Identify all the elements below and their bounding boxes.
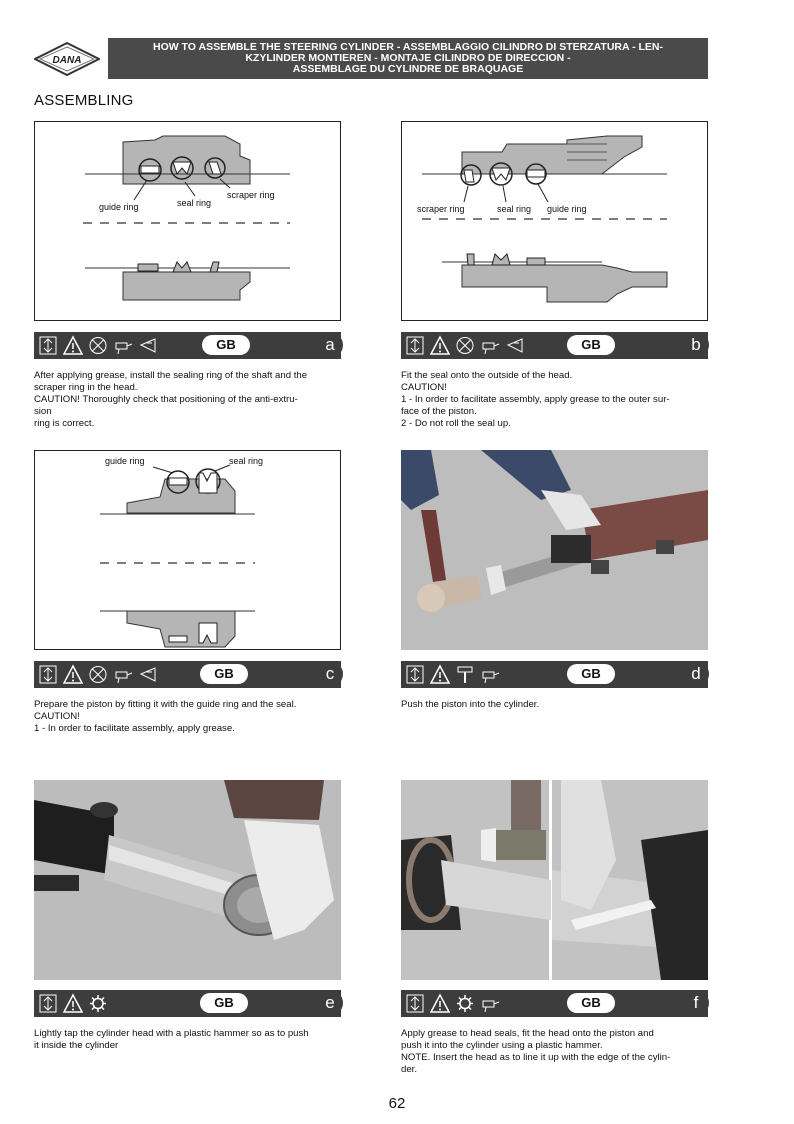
header-title-line-3: ASSEMBLAGE DU CYLINDRE DE BRAQUAGE: [292, 63, 524, 75]
step-b-line-1: Fit the seal onto the outside of the head.: [401, 370, 573, 381]
step-d-letter: d: [683, 661, 709, 687]
label-guide-ring: guide ring: [105, 456, 145, 466]
warning-icon: [430, 993, 450, 1014]
gear-icon: [88, 993, 108, 1014]
lift-icon: [405, 335, 425, 356]
step-a-bar: [34, 332, 341, 359]
step-c-description: [34, 699, 344, 735]
language-badge-gb: GB: [202, 335, 250, 355]
language-badge-gb: GB: [567, 664, 615, 684]
step-f-line-1: Apply grease to head seals, fit the head onto the piston and: [401, 1028, 654, 1039]
label-guide-ring: guide ring: [99, 202, 139, 212]
dana-logo: [34, 42, 100, 76]
step-c-line-1: Prepare the piston by fitting it with the guide ring and the seal.: [34, 699, 297, 710]
header-title-bar: [108, 38, 708, 79]
step-b-icons: [405, 335, 525, 356]
seal-tool-icon: [138, 335, 158, 356]
step-f-line-2: push it into the cylinder using a plastic hammer.: [401, 1040, 603, 1051]
diagram-b-drawing: [402, 122, 706, 319]
step-d-line-1: Push the piston into the cylinder.: [401, 699, 540, 710]
header-title-line-2: KZYLINDER MONTIEREN - MONTAJE CILINDRO DE DIRECCION -: [245, 52, 571, 64]
step-a-line-3: CAUTION! Thoroughly check that positioning of the anti-extru-: [34, 394, 298, 405]
photo-d: [401, 450, 708, 650]
label-seal-ring: seal ring: [177, 198, 212, 208]
step-f-icons: [405, 993, 500, 1014]
step-c-line-2: CAUTION!: [34, 711, 80, 722]
diagram-b: [401, 121, 708, 321]
seal-tool-icon: [505, 335, 525, 356]
lift-icon: [405, 664, 425, 685]
section-title: ASSEMBLING: [34, 92, 134, 109]
header-title-line-1: HOW TO ASSEMBLE THE STEERING CYLINDER - ASSEMBLAGGIO CILINDRO DI STERZATURA - LEN-: [152, 41, 664, 53]
no-tool-icon: [88, 335, 108, 356]
step-e-bar: [34, 990, 341, 1017]
page-number: 62: [388, 1095, 406, 1112]
step-b-letter: b: [683, 332, 709, 358]
label-scraper-ring: scraper ring: [417, 204, 465, 214]
step-a-description: [34, 370, 344, 430]
warning-icon: [430, 664, 450, 685]
hammer-icon: [455, 664, 475, 685]
diagram-c: [34, 450, 341, 650]
grease-gun-icon: [113, 664, 133, 685]
photo-f-illustration: [401, 780, 708, 980]
step-f-line-3: NOTE. Insert the head as to line it up with the edge of the cylin-: [401, 1052, 671, 1063]
grease-gun-icon: [113, 335, 133, 356]
logo-text: DANA: [52, 55, 82, 66]
step-c-icons: [38, 664, 158, 685]
step-b-line-2: CAUTION!: [401, 382, 447, 393]
grease-gun-icon: [480, 664, 500, 685]
grease-gun-icon: [480, 993, 500, 1014]
step-c-line-3: 1 - In order to facilitate assembly, apply grease.: [34, 723, 235, 734]
step-e-line-1: Lightly tap the cylinder head with a plastic hammer so as to push: [34, 1028, 309, 1039]
step-e-description: [34, 1028, 344, 1052]
photo-e: [34, 780, 341, 980]
step-f-line-4: der.: [401, 1064, 418, 1075]
gear-icon: [455, 993, 475, 1014]
step-b-line-3: 1 - In order to facilitate assembly, apply grease to the outer sur-: [401, 394, 670, 405]
no-tool-icon: [88, 664, 108, 685]
step-a-letter: a: [317, 332, 343, 358]
step-d-bar: [401, 661, 708, 688]
lift-icon: [38, 664, 58, 685]
photo-d-illustration: [401, 450, 708, 650]
step-d-icons: [405, 664, 500, 685]
step-f-description: [401, 1028, 711, 1076]
lift-icon: [405, 993, 425, 1014]
language-badge-gb: GB: [567, 993, 615, 1013]
warning-icon: [63, 664, 83, 685]
label-seal-ring: seal ring: [497, 204, 532, 214]
step-b-bar: [401, 332, 708, 359]
warning-icon: [63, 335, 83, 356]
label-seal-ring: seal ring: [229, 456, 264, 466]
step-a-line-1: After applying grease, install the sealing ring of the shaft and the: [34, 370, 308, 381]
label-scraper-ring: scraper ring: [227, 190, 275, 200]
warning-icon: [63, 993, 83, 1014]
photo-f: [401, 780, 708, 980]
warning-icon: [430, 335, 450, 356]
step-b-line-5: 2 - Do not roll the seal up.: [401, 418, 511, 429]
step-c-bar: [34, 661, 341, 688]
step-b-line-4: face of the piston.: [401, 406, 477, 417]
step-f-bar: [401, 990, 708, 1017]
lift-icon: [38, 335, 58, 356]
diagram-a-drawing: [35, 122, 339, 319]
language-badge-gb: GB: [567, 335, 615, 355]
no-tool-icon: [455, 335, 475, 356]
step-a-icons: [38, 335, 158, 356]
step-c-letter: c: [317, 661, 343, 687]
language-badge-gb: GB: [200, 993, 248, 1013]
step-b-description: [401, 370, 711, 430]
step-a-line-2: scraper ring in the head.: [34, 382, 138, 393]
photo-e-illustration: [34, 780, 341, 980]
seal-tool-icon: [138, 664, 158, 685]
diagram-c-drawing: [35, 451, 339, 648]
step-e-line-2: it inside the cylinder: [34, 1040, 119, 1051]
step-e-letter: e: [317, 990, 343, 1016]
step-f-letter: f: [683, 990, 709, 1016]
step-d-description: [401, 699, 711, 711]
diagram-a: [34, 121, 341, 321]
step-e-icons: [38, 993, 108, 1014]
lift-icon: [38, 993, 58, 1014]
grease-gun-icon: [480, 335, 500, 356]
step-a-line-4: sion: [34, 406, 52, 417]
language-badge-gb: GB: [200, 664, 248, 684]
step-a-line-5: ring is correct.: [34, 418, 95, 429]
label-guide-ring: guide ring: [547, 204, 587, 214]
